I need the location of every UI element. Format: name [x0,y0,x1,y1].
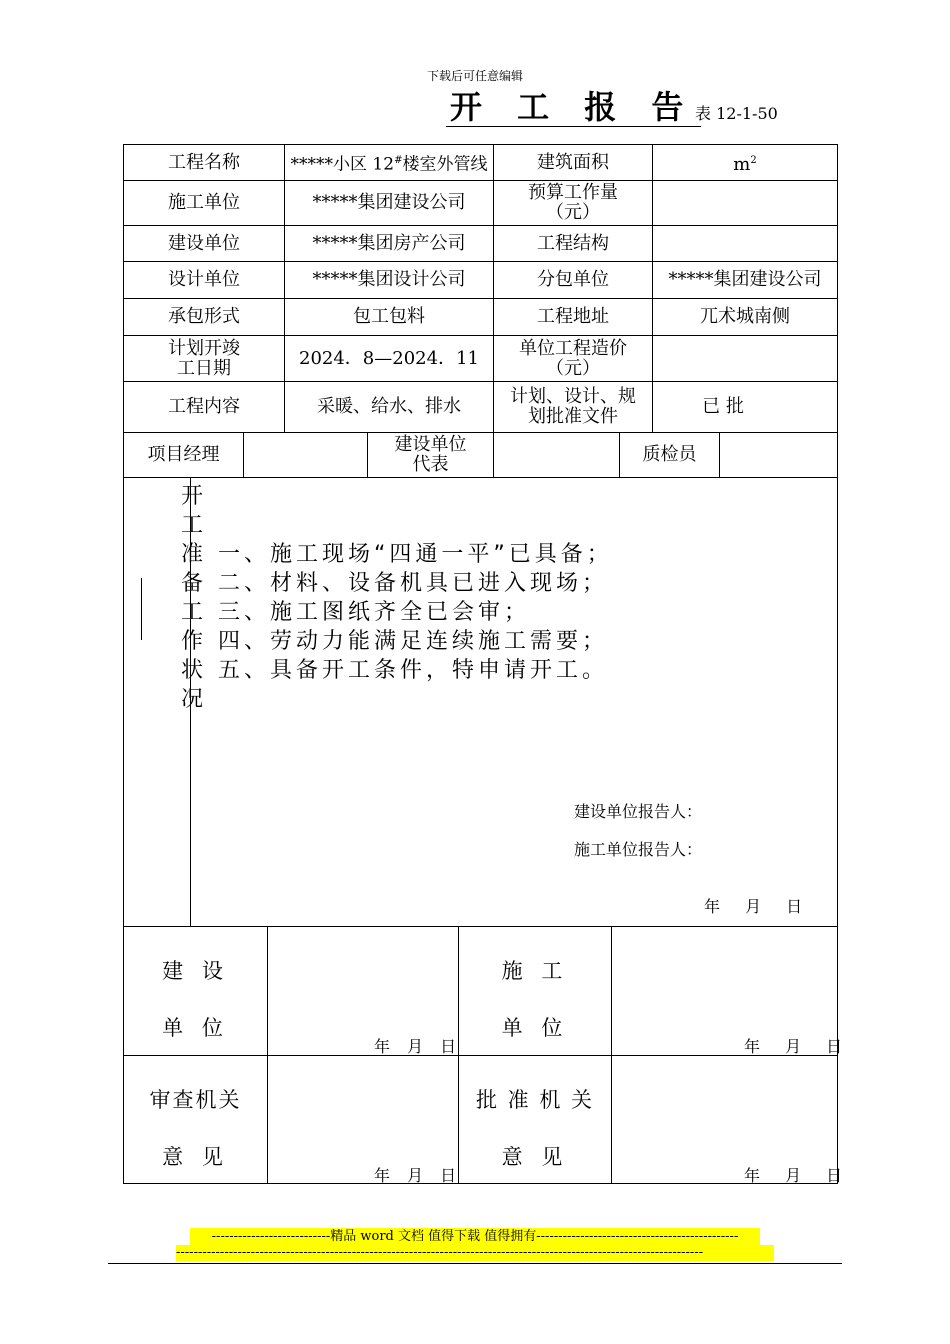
prep-date: 年 月 日 [704,897,813,916]
approve-org-date: 年 月 日 [744,1166,853,1185]
label-address: 工程地址 [537,306,609,327]
value-inspector [720,433,837,477]
prep-item: 二、材料、设备机具已进入现场； [218,571,609,596]
label-contract-form: 承包形式 [168,306,240,327]
value-designer: *****集团设计公司 [312,269,466,290]
label-inspector: 质检员 [642,444,697,465]
review-org-date: 年 月 日 [374,1166,463,1185]
label-building-area: 建筑面积 [537,151,609,173]
label-contractor: 施工单位 [168,192,240,213]
label-schedule: 计划开竣工日期 [168,337,240,379]
label-owner-rep: 建设单位代表 [394,434,467,475]
label-subcontractor: 分包单位 [537,269,609,290]
contractor-unit-label: 施 工 单 位 [501,959,569,1040]
construction-unit-date: 年 月 日 [374,1037,463,1056]
value-owner: *****集团房产公司 [312,232,466,254]
contractor-reporter-label: 施工单位报告人： [574,840,703,859]
label-budget: 预算工作量（元） [528,182,618,223]
approve-org-label: 批 准 机 关 意 见 [475,1088,595,1169]
prep-item: 四、劳动力能满足连续施工需要； [218,629,609,654]
value-contractor: *****集团建设公司 [312,192,466,213]
table-number: 表 12-1-50 [695,104,778,123]
prep-item: 一、施工现场“四通一平”已具备； [218,542,613,567]
value-owner-rep [494,433,619,477]
value-address: 兀术城南侧 [700,306,790,327]
prep-items [218,540,613,685]
construction-unit-label: 建 设 单 位 [162,959,229,1040]
label-structure: 工程结构 [537,232,609,254]
label-unit-cost: 单位工程造价（元） [519,337,627,379]
value-structure [653,226,837,261]
contractor-unit-date: 年 月 日 [744,1037,853,1056]
value-approval-docs: 已 批 [702,396,744,417]
label-content: 工程内容 [168,396,240,417]
value-content: 采暖、给水、排水 [317,396,461,417]
review-org-label: 审查机关 意 见 [149,1088,242,1169]
value-schedule: 2024．8—2024．11 [299,347,479,369]
label-project-manager: 项目经理 [147,444,220,465]
prep-item: 五、具备开工条件，特申请开工。 [218,658,609,683]
edit-note: 下载后可任意编辑 [426,69,523,83]
page-title: 开 工 报 告 [446,88,701,127]
prep-item: 三、施工图纸齐全已会审； [218,600,531,625]
prep-vertical-label: 开 工 准 备 工 作 状 况 [181,484,204,712]
footer-dashes: ------------------------------------------------------------------------------------------------------------------------ [176,1245,774,1261]
value-building-area: $m^2$ [733,153,757,175]
label-approval-docs: 计划、设计、规划批准文件 [510,386,636,427]
label-designer: 设计单位 [168,269,240,290]
label-owner: 建设单位 [168,232,240,254]
footer-rule [108,1263,842,1264]
value-contract-form: 包工包料 [353,306,425,327]
owner-reporter-label: 建设单位报告人： [574,802,703,821]
value-project-name: *****小区 12#楼室外管线 [290,154,488,175]
value-unit-cost [653,336,837,381]
value-project-manager [244,433,367,477]
footer-banner: ---------------------------精品 word 文档 值得下载 值得拥有---------------------------------------------- [190,1228,760,1246]
value-budget [653,181,837,225]
label-project-name: 工程名称 [168,151,240,173]
value-subcontractor: *****集团建设公司 [668,269,822,290]
